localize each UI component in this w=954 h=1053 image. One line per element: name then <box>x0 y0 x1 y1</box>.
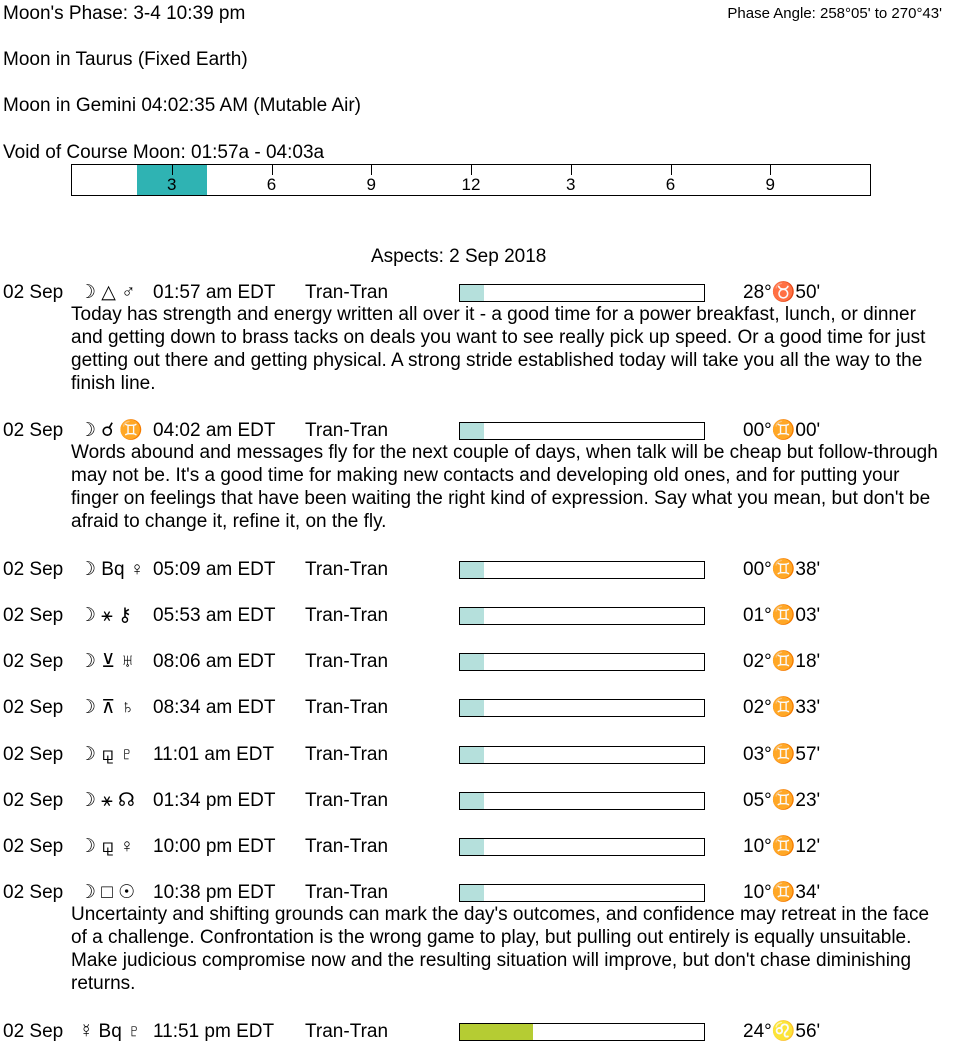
aspect-strength-bar <box>459 653 705 671</box>
aspect-time: 11:51 pm EDT <box>153 1021 275 1042</box>
aspect-glyphs: ☽ ⚼ ♇ <box>79 744 134 765</box>
aspect-type: Tran-Tran <box>305 1021 389 1042</box>
aspect-row <box>3 835 943 859</box>
aspect-glyphs: ☽ ⚹ ☊ <box>79 790 135 811</box>
aspect-type: Tran-Tran <box>305 744 389 765</box>
aspect-strength-fill <box>460 793 484 809</box>
aspect-row <box>3 281 943 305</box>
timeline-tick <box>770 165 771 175</box>
timeline-label: 9 <box>765 175 775 194</box>
aspect-degree: 01°♊03' <box>743 605 821 626</box>
aspect-strength-fill <box>460 423 484 439</box>
aspect-time: 05:09 am EDT <box>153 559 276 580</box>
aspect-strength-bar <box>459 699 705 717</box>
timeline-tick <box>172 165 173 175</box>
aspect-row <box>3 1020 943 1044</box>
aspect-description: Today has strength and energy written all over it - a good time for a power breakfast, lunch, or dinner and getting down to brass tacks on deals you want to see really pick up speed. Or a good time for just getting out there and getting physical. A strong stride established today will take you all the way to the finish line. <box>71 304 926 394</box>
aspect-glyphs: ☽ □ ☉ <box>79 882 136 903</box>
aspect-row <box>3 789 943 813</box>
aspect-date: 02 Sep <box>3 282 64 303</box>
aspect-type: Tran-Tran <box>305 651 389 672</box>
aspect-strength-bar <box>459 422 705 440</box>
moon-sign-taurus: Moon in Taurus (Fixed Earth) <box>3 49 248 70</box>
aspect-degree: 10°♊12' <box>743 836 821 857</box>
aspect-glyphs: ☽ ⚼ ♀ <box>79 836 134 857</box>
aspect-description: Uncertainty and shifting grounds can mark the day's outcomes, and confidence may retreat in the face of a challenge. Confrontation is the wrong game to play, but pulling out entirely is equally unsuitable. Make judicious compromise now and the resulting situation will improve, but don't chase diminishing returns. <box>71 904 930 994</box>
timeline-label: 6 <box>266 175 277 194</box>
aspect-glyphs: ☽ ⊻ ♅ <box>79 651 135 672</box>
aspect-strength-fill <box>460 608 484 624</box>
aspect-degree: 00°♊38' <box>743 559 821 580</box>
aspect-degree: 05°♊23' <box>743 790 821 811</box>
aspect-strength-fill <box>460 562 484 578</box>
aspect-glyphs: ☽ ⊼ ♄ <box>79 697 135 718</box>
aspect-strength-fill <box>460 747 484 763</box>
aspect-row <box>3 604 943 628</box>
aspect-type: Tran-Tran <box>305 882 389 903</box>
timeline-tick <box>571 165 572 175</box>
aspect-date: 02 Sep <box>3 790 64 811</box>
timeline-tick <box>671 165 672 175</box>
aspect-strength-bar <box>459 561 705 579</box>
aspect-glyphs: ☿ Bq ♇ <box>79 1021 142 1042</box>
aspect-strength-fill <box>460 285 484 301</box>
aspect-glyphs: ☽ △ ♂ <box>79 282 136 303</box>
aspect-degree: 03°♊57' <box>743 744 821 765</box>
aspect-row <box>3 558 943 582</box>
aspect-date: 02 Sep <box>3 605 64 626</box>
aspect-date: 02 Sep <box>3 1021 64 1042</box>
aspect-strength-bar <box>459 284 705 302</box>
aspect-row <box>3 650 943 674</box>
moon-sign-gemini: Moon in Gemini 04:02:35 AM (Mutable Air) <box>3 95 362 116</box>
aspect-degree: 24°♌56' <box>743 1021 821 1042</box>
aspect-strength-bar <box>459 746 705 764</box>
timeline-tick <box>272 165 273 175</box>
aspect-time: 10:38 pm EDT <box>153 882 276 903</box>
aspect-glyphs: ☽ ⚹ ⚷ <box>79 605 132 626</box>
aspect-strength-bar <box>459 607 705 625</box>
aspect-time: 04:02 am EDT <box>153 420 276 441</box>
aspect-time: 08:34 am EDT <box>153 697 276 718</box>
aspect-strength-bar <box>459 838 705 856</box>
moon-phase: Moon's Phase: 3-4 10:39 pm <box>3 3 246 24</box>
timeline-label: 9 <box>366 175 376 194</box>
aspects-title: Aspects: 2 Sep 2018 <box>371 246 547 267</box>
timeline-tick <box>371 165 372 175</box>
aspect-row <box>3 696 943 720</box>
aspect-row <box>3 419 943 443</box>
aspect-date: 02 Sep <box>3 882 64 903</box>
aspect-degree: 28°♉50' <box>743 282 821 303</box>
aspect-strength-bar <box>459 1023 705 1041</box>
aspect-type: Tran-Tran <box>305 790 389 811</box>
aspect-type: Tran-Tran <box>305 282 389 303</box>
aspect-type: Tran-Tran <box>305 605 389 626</box>
aspect-date: 02 Sep <box>3 697 64 718</box>
aspect-time: 01:34 pm EDT <box>153 790 276 811</box>
timeline-label: 12 <box>461 175 481 194</box>
aspect-strength-fill <box>460 1024 533 1040</box>
aspect-date: 02 Sep <box>3 559 64 580</box>
timeline-label: 3 <box>566 175 576 194</box>
aspect-type: Tran-Tran <box>305 420 389 441</box>
timeline-label: 6 <box>665 175 676 194</box>
aspect-degree: 00°♊00' <box>743 420 821 441</box>
aspect-time: 05:53 am EDT <box>153 605 276 626</box>
aspect-date: 02 Sep <box>3 651 64 672</box>
aspect-strength-fill <box>460 654 484 670</box>
aspect-time: 08:06 am EDT <box>153 651 276 672</box>
phase-angle: Phase Angle: 258°05' to 270°43' <box>727 5 942 22</box>
void-of-course-timeline <box>71 164 871 196</box>
timeline-label: 3 <box>167 175 177 194</box>
aspect-glyphs: ☽ ☌ ♊ <box>79 420 144 441</box>
aspect-strength-fill <box>460 839 484 855</box>
aspect-date: 02 Sep <box>3 836 64 857</box>
aspect-type: Tran-Tran <box>305 836 389 857</box>
aspect-strength-bar <box>459 792 705 810</box>
aspect-degree: 10°♊34' <box>743 882 821 903</box>
aspect-row <box>3 881 943 905</box>
aspect-type: Tran-Tran <box>305 697 389 718</box>
aspect-strength-bar <box>459 884 705 902</box>
aspect-date: 02 Sep <box>3 420 64 441</box>
aspect-type: Tran-Tran <box>305 559 389 580</box>
aspect-row <box>3 743 943 767</box>
aspect-time: 10:00 pm EDT <box>153 836 276 857</box>
aspect-glyphs: ☽ Bq ♀ <box>79 559 145 580</box>
aspect-time: 11:01 am EDT <box>153 744 275 765</box>
aspect-degree: 02°♊33' <box>743 697 821 718</box>
aspect-description: Words abound and messages fly for the next couple of days, when talk will be cheap but follow-through may not be. It's a good time for making new contacts and developing old ones, and for putting your finger on feelings that have been waiting the right kind of expression. Say what you mean, but don't be afraid to change it, refine it, on the fly. <box>71 442 938 532</box>
timeline-tick <box>471 165 472 175</box>
aspect-degree: 02°♊18' <box>743 651 821 672</box>
aspect-time: 01:57 am EDT <box>153 282 276 303</box>
void-of-course: Void of Course Moon: 01:57a - 04:03a <box>3 142 325 163</box>
aspect-strength-fill <box>460 700 484 716</box>
aspect-strength-fill <box>460 885 484 901</box>
aspect-date: 02 Sep <box>3 744 64 765</box>
